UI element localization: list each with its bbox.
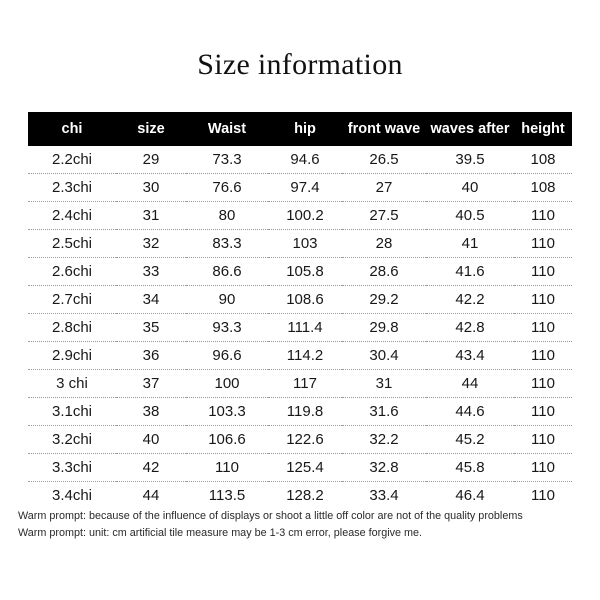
- cell-hip: 128.2: [286, 487, 324, 504]
- cell-size: 29: [116, 146, 186, 174]
- cell-waves-after: 42.2: [426, 286, 514, 314]
- table-row: [28, 146, 572, 174]
- cell-size: 44: [142, 487, 160, 504]
- table-row: [28, 314, 572, 342]
- table-row: [28, 482, 572, 510]
- cell-height: 110: [514, 286, 572, 314]
- cell-front-wave: 28: [342, 230, 426, 258]
- cell-hip: 100.2: [268, 202, 342, 230]
- cell-waist: 73.3: [186, 146, 268, 174]
- table-row: [28, 454, 572, 482]
- cell-front-wave: 32.2: [342, 426, 426, 454]
- cell-waves-after: 41.6: [426, 258, 514, 286]
- page-title: Size information: [197, 48, 403, 81]
- cell-waist: 110: [186, 454, 268, 482]
- cell-hip: 114.2: [268, 342, 342, 370]
- cell-chi: 2.7chi: [28, 286, 116, 314]
- cell-size: 42: [116, 454, 186, 482]
- cell-hip: 103: [268, 230, 342, 258]
- cell-waves-after: 40: [426, 174, 514, 202]
- cell-waist: 93.3: [186, 314, 268, 342]
- cell-height: 110: [514, 202, 572, 230]
- cell-size: 30: [116, 174, 186, 202]
- cell-chi: 2.9chi: [28, 342, 116, 370]
- cell-waves-after: 42.8: [426, 314, 514, 342]
- cell-height: 110: [514, 398, 572, 426]
- cell-waves-after: 46.4: [455, 487, 485, 504]
- cell-hip: 97.4: [268, 174, 342, 202]
- cell-waves-after: 40.5: [426, 202, 514, 230]
- warm-prompt-color-note: Warm prompt: because of the influence of displays or shoot a little off color are not of the quality problems: [18, 510, 523, 522]
- cell-size: 34: [116, 286, 186, 314]
- cell-waist: 113.5: [208, 487, 246, 504]
- cell-front-wave: 27.5: [342, 202, 426, 230]
- cell-chi: 3.4chi: [51, 487, 93, 504]
- cell-waist: 106.6: [186, 426, 268, 454]
- cell-height: 108: [514, 146, 572, 174]
- cell-height: 110: [531, 487, 555, 504]
- cell-hip: 119.8: [268, 398, 342, 426]
- column-header-size: size: [116, 112, 186, 146]
- cell-hip: 94.6: [268, 146, 342, 174]
- cell-waist: 83.3: [186, 230, 268, 258]
- column-header-hip: hip: [268, 112, 342, 146]
- warm-prompt-notes: [18, 508, 582, 541]
- cell-waves-after: 45.2: [426, 426, 514, 454]
- cell-front-wave: 27: [342, 174, 426, 202]
- cell-waist: 103.3: [186, 398, 268, 426]
- cell-chi: 2.8chi: [28, 314, 116, 342]
- cell-waist: 96.6: [186, 342, 268, 370]
- cell-size: 31: [116, 202, 186, 230]
- cell-waves-after: 41: [426, 230, 514, 258]
- cell-chi: 3.3chi: [28, 454, 116, 482]
- cell-chi: 3.1chi: [28, 398, 116, 426]
- table-row: [28, 258, 572, 286]
- cell-front-wave: 32.8: [342, 454, 426, 482]
- cell-chi: 3.2chi: [28, 426, 116, 454]
- cell-size: 33: [116, 258, 186, 286]
- cell-height: 110: [514, 370, 572, 398]
- cell-size: 32: [116, 230, 186, 258]
- cell-front-wave: 33.4: [369, 487, 399, 504]
- column-header-waist: Waist: [186, 112, 268, 146]
- table-row: [28, 230, 572, 258]
- cell-waist: 80: [186, 202, 268, 230]
- size-table: [28, 112, 572, 509]
- column-header-height: height: [514, 112, 572, 146]
- cell-waves-after: 45.8: [426, 454, 514, 482]
- column-header-front-wave: front wave: [342, 112, 426, 146]
- table-row: [28, 398, 572, 426]
- cell-waist: 86.6: [186, 258, 268, 286]
- table-row: [28, 342, 572, 370]
- table-header-row: [28, 112, 572, 146]
- cell-size: 35: [116, 314, 186, 342]
- cell-height: 110: [514, 258, 572, 286]
- size-table-container: [28, 112, 572, 509]
- cell-size: 38: [116, 398, 186, 426]
- cell-front-wave: 28.6: [342, 258, 426, 286]
- cell-front-wave: 29.8: [342, 314, 426, 342]
- column-header-waves-after: waves after: [426, 112, 514, 146]
- table-header: [28, 112, 572, 146]
- warm-prompt-measurement-note: Warm prompt: unit: cm artificial tile measure may be 1-3 cm error, please forgive me.: [18, 526, 423, 539]
- cell-waist: 100: [186, 370, 268, 398]
- cell-height: 110: [514, 454, 572, 482]
- cell-hip: 122.6: [268, 426, 342, 454]
- cell-front-wave: 31.6: [342, 398, 426, 426]
- cell-waves-after: 44.6: [426, 398, 514, 426]
- cell-front-wave: 30.4: [342, 342, 426, 370]
- cell-hip: 108.6: [268, 286, 342, 314]
- cell-height: 110: [514, 426, 572, 454]
- cell-waist: 76.6: [186, 174, 268, 202]
- cell-height: 110: [514, 230, 572, 258]
- cell-size: 37: [116, 370, 186, 398]
- cell-waves-after: 44: [426, 370, 514, 398]
- column-header-chi: chi: [28, 112, 116, 146]
- cell-height: 108: [514, 174, 572, 202]
- cell-hip: 105.8: [268, 258, 342, 286]
- cell-chi: 3 chi: [28, 370, 116, 398]
- table-body: [28, 146, 572, 509]
- table-row: [28, 370, 572, 398]
- table-row: [28, 174, 572, 202]
- cell-front-wave: 29.2: [342, 286, 426, 314]
- cell-size: 40: [116, 426, 186, 454]
- cell-height: 110: [514, 314, 572, 342]
- table-row: [28, 202, 572, 230]
- cell-waves-after: 43.4: [426, 342, 514, 370]
- cell-hip: 111.4: [268, 314, 342, 342]
- cell-height: 110: [514, 342, 572, 370]
- cell-hip: 125.4: [268, 454, 342, 482]
- cell-front-wave: 26.5: [342, 146, 426, 174]
- cell-front-wave: 31: [342, 370, 426, 398]
- cell-chi: 2.2chi: [28, 146, 116, 174]
- table-row: [28, 426, 572, 454]
- table-row: [28, 286, 572, 314]
- cell-chi: 2.4chi: [28, 202, 116, 230]
- cell-size: 36: [116, 342, 186, 370]
- cell-chi: 2.3chi: [28, 174, 116, 202]
- cell-chi: 2.6chi: [28, 258, 116, 286]
- cell-chi: 2.5chi: [28, 230, 116, 258]
- cell-waves-after: 39.5: [426, 146, 514, 174]
- cell-hip: 117: [268, 370, 342, 398]
- cell-waist: 90: [186, 286, 268, 314]
